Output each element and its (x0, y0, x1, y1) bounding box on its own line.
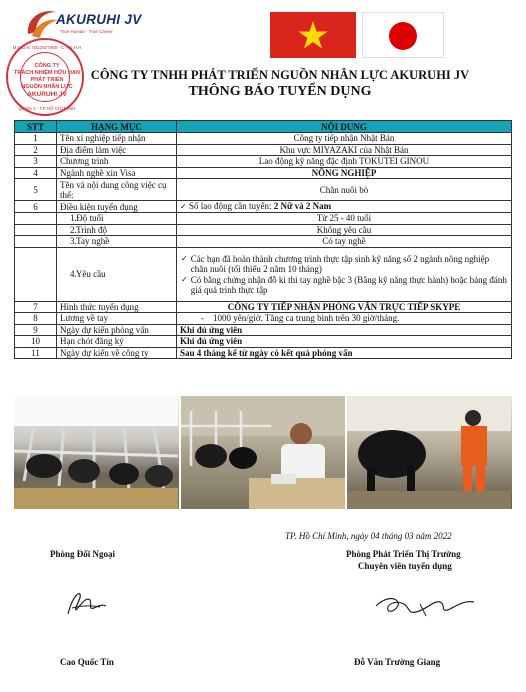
table-row (15, 336, 512, 348)
stamp-line3: PHÁT TRIỂN (30, 77, 64, 83)
signature-left (60, 588, 110, 618)
table-row (15, 156, 512, 168)
row-item: Tên xí nghiệp tiếp nhận (57, 133, 177, 145)
row-stt: 10 (15, 336, 57, 348)
table-subrow (15, 247, 512, 301)
stamp-ring-bottom: QUẬN 1 - T.P HỒ CHÍ MINH (18, 106, 76, 111)
date-line: TP. Hồ Chí Minh, ngày 04 tháng 03 năm 2022 (285, 531, 452, 541)
subrow-num: 3. (70, 236, 77, 247)
subrow-label: Tay nghề (76, 236, 110, 247)
table-row (15, 167, 512, 179)
row-content: NÔNG NGHIỆP (177, 167, 512, 179)
photo-barn-cows (14, 396, 179, 509)
row-stt: 3 (15, 156, 57, 168)
table-row (15, 201, 512, 213)
requirement-item (181, 275, 507, 295)
row-item: Ngành nghề xin Visa (57, 167, 177, 179)
subrow-item (57, 247, 177, 301)
row-item: Hình thức tuyển dụng (57, 301, 177, 313)
table-header-row (15, 121, 512, 133)
row-stt: 4 (15, 167, 57, 179)
row-stt: 7 (15, 301, 57, 313)
table-row (15, 347, 512, 359)
row-stt: 9 (15, 324, 57, 336)
stamp-line1: CÔNG TY (34, 63, 60, 69)
row-item: Tên và nội dung công việc cụ thể: (57, 179, 177, 201)
row-content: Sau 4 tháng kể từ ngày có kết quả phỏng vấn (177, 347, 512, 359)
table-row (15, 324, 512, 336)
notice-title: THÔNG BÁO TUYỂN DỤNG (188, 84, 372, 99)
signer-left-name: Cao Quốc Tín (60, 657, 114, 667)
subrow-label: Yêu cầu (75, 269, 106, 279)
stamp-line2: TRÁCH NHIỆM HỮU HẠN (14, 70, 80, 76)
subrow-num: 4. (70, 269, 77, 279)
row-content: Công ty tiếp nhận Nhật Bản (177, 133, 512, 145)
subrow-num: 2. (70, 224, 77, 235)
row-stt: 8 (15, 313, 57, 325)
row-content-prefix: - (201, 313, 204, 324)
header-stt: STT (15, 121, 57, 133)
subrow-item (57, 213, 177, 225)
row-item: Hạn chót đăng ký (57, 336, 177, 348)
dept-left: Phòng Đối Ngoại (50, 549, 116, 559)
subrow-label: Trình độ (76, 224, 108, 235)
checkmark-icon: ✓ (180, 202, 187, 211)
header-content: NỘI DUNG (177, 121, 512, 133)
stamp-ring-top: M.S.D.N: 0312927985 - C.T.N.H.H (12, 45, 82, 50)
table-row (15, 301, 512, 313)
vietnam-flag-icon (270, 12, 356, 58)
row-content: Khi đủ ứng viên (177, 324, 512, 336)
logo-tagline: True Human - True Career (60, 29, 113, 34)
row-content: Chăn nuôi bò (177, 179, 512, 201)
row-stt: 1 (15, 133, 57, 145)
checkmark-icon: ✓ (181, 253, 188, 263)
row-content: Không yêu cầu (177, 224, 512, 236)
row-stt: 11 (15, 347, 57, 359)
company-title: CÔNG TY TNHH PHÁT TRIỂN NGUỒN NHÂN LỰC AKURUHI JV (90, 68, 470, 82)
row-stt: 5 (15, 179, 57, 201)
subrow-item (57, 224, 177, 236)
row-content (177, 201, 512, 213)
row-item: Lương về tay (57, 313, 177, 325)
row-item: Chương trình (57, 156, 177, 168)
row-content (177, 313, 512, 325)
subrow-item (57, 236, 177, 248)
row-content: Khu vực MIYAZAKI của Nhật Bản (177, 144, 512, 156)
japan-flag-icon (362, 12, 444, 58)
row-item: Địa điểm làm việc (57, 144, 177, 156)
requirement-text: Các bạn đã hoàn thành chương trình thực tập sinh kỹ năng số 2 ngành nông nghiệp chăn nuôi (tối thiểu 2 năm 10 tháng) (190, 253, 490, 274)
table-subrow (15, 224, 512, 236)
row-item: Ngày dự kiến phỏng vấn (57, 324, 177, 336)
photo-worker-with-cow (347, 396, 512, 509)
row-content: CÔNG TY TIẾP NHẬN PHỎNG VẤN TRỰC TIẾP SKYPE (177, 301, 512, 313)
checkmark-icon: ✓ (181, 274, 188, 284)
signature-right (370, 590, 480, 622)
dept-right: Phòng Phát Triển Thị Trường (346, 549, 461, 559)
row-content-text: 1000 yên/giờ. Tăng ca trung bình trên 30 giờ/tháng. (213, 313, 400, 324)
recruitment-table (14, 120, 512, 359)
row-content: Khi đủ ứng viên (177, 336, 512, 348)
row-content: Từ 25 - 40 tuổi (177, 213, 512, 225)
requirement-text: Có bằng chứng nhận đỗ kì thi tay nghề bậc 3 (Bằng kỹ năng thực hành) hoặc bảng đánh giá quá trình thực tập (190, 274, 507, 295)
stamp-line5: AKURUHI JV (27, 91, 67, 98)
table-subrow (15, 213, 512, 225)
table-row (15, 179, 512, 201)
table-row (15, 144, 512, 156)
signer-right-name: Đỗ Văn Trường Giang (354, 657, 441, 667)
table-row (15, 313, 512, 325)
table-row (15, 133, 512, 145)
subrow-label: Độ tuổi (76, 213, 104, 224)
row-item: Ngày dự kiến về công ty (57, 347, 177, 359)
row-content: Lao động kỹ năng đặc định TOKUTEI GINOU (177, 156, 512, 168)
table-subrow (15, 236, 512, 248)
requirements-cell (177, 247, 512, 301)
stamp-line4: NGUỒN NHÂN LỰC (21, 84, 73, 90)
logo-text: AKURUHI JV (56, 12, 142, 27)
row-item: Điều kiện tuyển dụng (57, 201, 177, 213)
row-content-bold: 2 Nữ và 2 Nam (273, 201, 332, 211)
photo-strip (14, 396, 512, 509)
row-stt: 2 (15, 144, 57, 156)
row-content-prefix: Số lao động cần tuyển: (188, 201, 274, 211)
dept-right-sub: Chuyên viên tuyển dụng (358, 561, 452, 571)
subrow-num: 1. (70, 213, 77, 224)
header-item: HẠNG MỤC (57, 121, 177, 133)
row-content: Có tay nghề (177, 236, 512, 248)
requirement-item (181, 254, 507, 274)
row-stt: 6 (15, 201, 57, 213)
photo-worker-feeding (181, 396, 346, 509)
